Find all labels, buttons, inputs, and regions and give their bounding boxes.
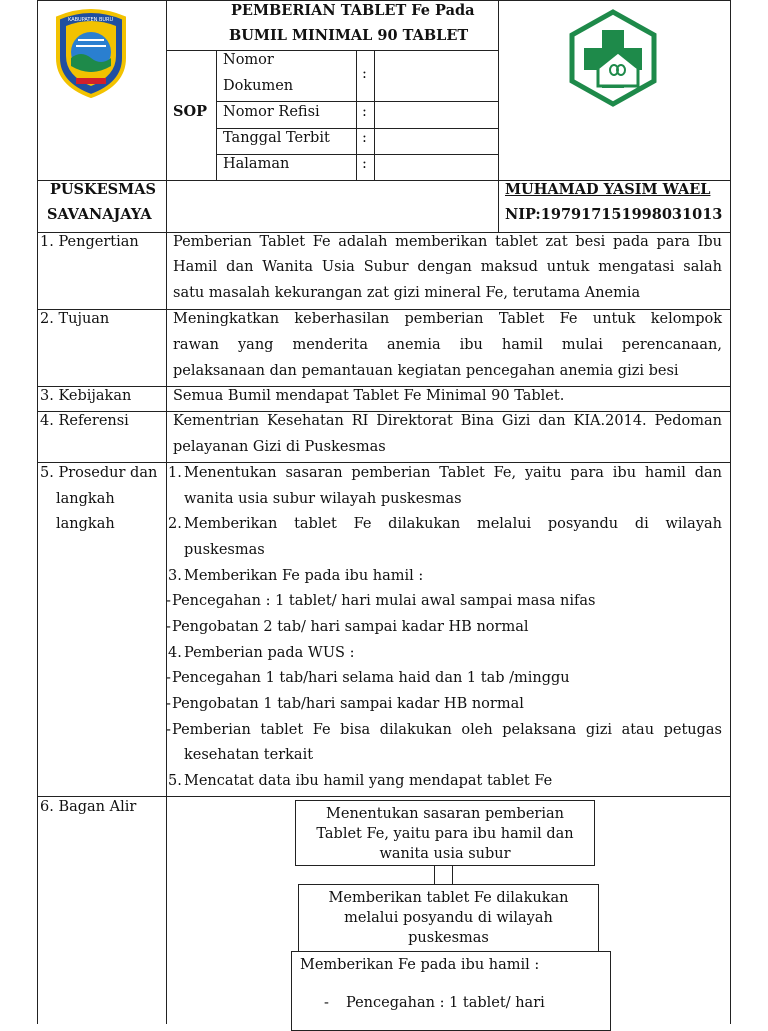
flowchart-text: melalui posyandu di wilayah <box>344 910 553 926</box>
table-border <box>38 0 730 1</box>
section-label-prosedur: 5. Prosedur dan <box>40 465 158 481</box>
flowchart-box-1 <box>295 800 595 866</box>
logo-caption: KABUPATEN BURU <box>68 17 114 23</box>
flowchart-box-3 <box>291 951 611 1031</box>
step-text: Pencegahan 1 tab/hari selama haid dan 1 tab /minggu <box>172 670 570 686</box>
doc-title-line2: BUMIL MINIMAL 90 TABLET <box>229 27 469 44</box>
doc-title-line1: PEMBERIAN TABLET Fe Pada <box>231 2 475 19</box>
kebijakan-text: Semua Bumil mendapat Tablet Fe Minimal 90 Tablet. <box>173 388 565 404</box>
section-label-tujuan: 2. Tujuan <box>40 311 110 327</box>
tujuan-line: Meningkatkan keberhasilan pemberian Tablet Fe untuk kelompok <box>173 311 722 327</box>
step-number: 1. <box>168 465 182 481</box>
step-number: 4. <box>168 645 182 661</box>
table-border <box>730 0 731 1024</box>
referensi-line: pelayanan Gizi di Puskesmas <box>173 439 386 455</box>
flowchart-text: Tablet Fe, yaitu para ibu hamil dan <box>316 826 574 842</box>
section-label-kebijakan: 3. Kebijakan <box>40 388 132 404</box>
meta-label-nomor-refisi: Nomor Refisi <box>223 104 320 120</box>
pengertian-line: Pemberian Tablet Fe adalah memberikan tablet zat besi pada para Ibu <box>173 234 722 250</box>
step-text: Pencegahan : 1 tablet/ hari mulai awal sampai masa nifas <box>172 593 596 609</box>
step-text: kesehatan terkait <box>184 747 314 763</box>
flowchart-text: Pencegahan : 1 tablet/ hari <box>346 995 545 1011</box>
step-dash: - <box>166 593 171 609</box>
table-border <box>216 154 498 155</box>
meta-label-tanggal-terbit: Tanggal Terbit <box>223 130 330 146</box>
step-text: Pengobatan 1 tab/hari sampai kadar HB normal <box>172 696 524 712</box>
step-text: Pengobatan 2 tab/ hari sampai kadar HB normal <box>172 619 529 635</box>
step-dash: - <box>166 619 171 635</box>
signer-nip: NIP:197917151998031013 <box>505 206 723 223</box>
step-number: 2. <box>168 516 182 532</box>
pengertian-line: Hamil dan Wanita Usia Subur dengan maksud untuk mengatasi salah <box>173 259 722 275</box>
referensi-line: Kementrian Kesehatan RI Direktorat Bina Gizi dan KIA.2014. Pedoman <box>173 413 722 429</box>
table-border <box>38 411 730 412</box>
table-border <box>216 128 498 129</box>
section-label-referensi: 4. Referensi <box>40 413 129 429</box>
meta-colon: : <box>362 130 367 146</box>
table-border <box>374 50 375 180</box>
table-border <box>38 386 730 387</box>
step-dash: - <box>166 670 171 686</box>
meta-colon: : <box>362 156 367 172</box>
org-name-line1: PUSKESMAS <box>50 181 156 198</box>
flowchart-connector <box>434 865 453 885</box>
table-border <box>38 232 730 233</box>
table-border <box>498 0 499 232</box>
pengertian-line: satu masalah kekurangan zat gizi mineral Fe, terutama Anemia <box>173 285 641 301</box>
step-text: Pemberian tablet Fe bisa dilakukan oleh pelaksana gizi atau petugas <box>172 722 722 738</box>
flowchart-text: Memberikan tablet Fe dilakukan <box>328 890 569 906</box>
table-border <box>38 796 730 797</box>
sop-label: SOP <box>173 103 208 120</box>
step-dash: - <box>166 696 171 712</box>
section-label-prosedur: langkah <box>56 491 115 507</box>
meta-colon: : <box>362 66 367 82</box>
meta-label-halaman: Halaman <box>223 156 290 172</box>
table-border <box>166 0 167 1024</box>
table-border <box>216 50 217 180</box>
tujuan-line: pelaksanaan dan pemantauan kegiatan pencegahan anemia gizi besi <box>173 363 679 379</box>
section-label-pengertian: 1. Pengertian <box>40 234 139 250</box>
step-text: Menentukan sasaran pemberian Tablet Fe, yaitu para ibu hamil dan <box>184 465 722 481</box>
step-number: 3. <box>168 568 182 584</box>
kabupaten-logo <box>50 6 132 98</box>
org-name-line2: SAVANAJAYA <box>47 206 152 223</box>
table-border <box>216 101 498 102</box>
table-border <box>38 462 730 463</box>
table-border <box>38 309 730 310</box>
flowchart-text: wanita usia subur <box>379 846 511 862</box>
step-text: puskesmas <box>184 542 265 558</box>
puskesmas-logo <box>566 8 660 108</box>
step-text: wanita usia subur wilayah puskesmas <box>184 491 462 507</box>
step-text: Memberikan Fe pada ibu hamil : <box>184 568 424 584</box>
meta-label-nomor-dokumen-2: Dokumen <box>223 78 294 94</box>
flowchart-text: - <box>324 995 329 1011</box>
section-label-prosedur: langkah <box>56 516 115 532</box>
step-number: 5. <box>168 773 182 789</box>
step-text: Pemberian pada WUS : <box>184 645 355 661</box>
meta-colon: : <box>362 104 367 120</box>
step-text: Memberikan tablet Fe dilakukan melalui posyandu di wilayah <box>184 516 722 532</box>
flowchart-text: puskesmas <box>408 930 489 946</box>
flowchart-text: Menentukan sasaran pemberian <box>326 806 564 822</box>
table-border <box>356 50 357 180</box>
section-label-bagan: 6. Bagan Alir <box>40 799 137 815</box>
step-dash: - <box>166 722 171 738</box>
meta-label-nomor-dokumen-1: Nomor <box>223 52 274 68</box>
table-border <box>37 0 38 1024</box>
signer-name: MUHAMAD YASIM WAEL <box>505 181 711 198</box>
tujuan-line: rawan yang menderita anemia ibu hamil mulai perencanaan, <box>173 337 722 353</box>
step-text: Mencatat data ibu hamil yang mendapat tablet Fe <box>184 773 553 789</box>
flowchart-box-2 <box>298 884 599 952</box>
flowchart-text: Memberikan Fe pada ibu hamil : <box>300 957 540 973</box>
